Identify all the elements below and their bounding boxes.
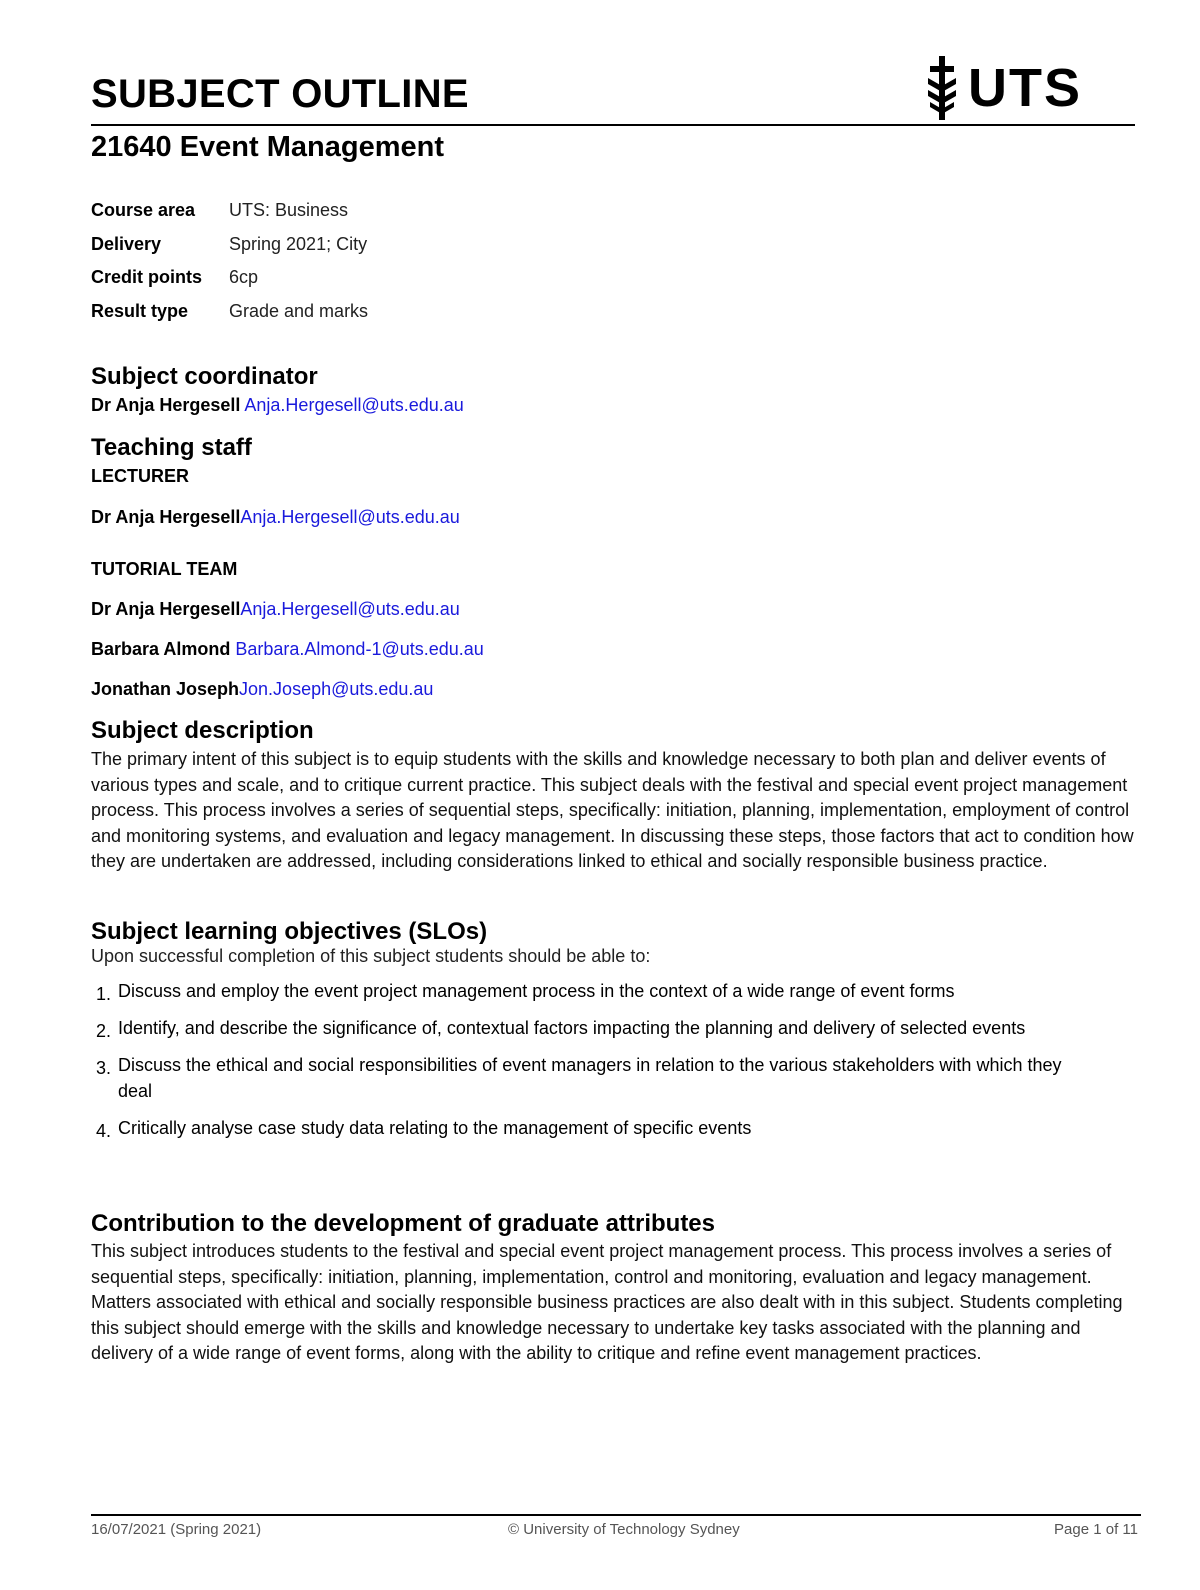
tutor-name: Dr Anja Hergesell [91, 599, 241, 619]
tutor-email-link[interactable]: Anja.Hergesell@uts.edu.au [240, 599, 460, 619]
slo-item [91, 1015, 1091, 1041]
slo-text: Identify, and describe the significance of, contextual factors impacting the planning and delivery of selected events [118, 1018, 1026, 1038]
lecturer-line [91, 505, 460, 529]
meta-key: Result type [91, 300, 189, 321]
slo-number: 2. [96, 1021, 112, 1041]
page-title: SUBJECT OUTLINE [91, 72, 469, 116]
uts-crest-icon [924, 56, 960, 120]
teaching-staff-heading: Teaching staff [91, 434, 252, 461]
coordinator-heading: Subject coordinator [91, 363, 318, 390]
description-heading: Subject description [91, 717, 314, 744]
footer-page-number: Page 1 of 11 [1054, 1521, 1138, 1538]
meta-row [91, 295, 368, 329]
meta-row [91, 228, 368, 262]
meta-value: UTS: Business [229, 200, 349, 221]
graduate-attributes-heading: Contribution to the development of graduate attributes [91, 1210, 715, 1237]
lecturer-name: Dr Anja Hergesell [91, 507, 241, 527]
footer-divider [91, 1514, 1141, 1516]
slo-intro: Upon successful completion of this subject students should be able to: [91, 946, 651, 966]
slo-number: 1. [96, 984, 112, 1004]
subject-meta-table [91, 194, 368, 328]
lecturer-email-link[interactable]: Anja.Hergesell@uts.edu.au [240, 507, 460, 527]
tutor-name: Jonathan Joseph [91, 679, 240, 699]
tutor-line [91, 677, 433, 701]
coordinator-email-link[interactable]: Anja.Hergesell@uts.edu.au [244, 395, 464, 415]
footer-copyright: © University of Technology Sydney [508, 1521, 740, 1538]
description-text: The primary intent of this subject is to equip students with the skills and knowledge necessary to both plan and deliver events of various types and scale, and to critique current practice. This subject deals with the festival and special event project management process. This process involves a series of sequential steps, specifically: initiation, planning, implementation, employment of control and monitoring systems, and evaluation and legacy management. In discussing these steps, those factors that act to condition how they are undertaken are addressed, including considerations linked to ethical and socially responsible business practice. [91, 749, 1134, 871]
tutor-line [91, 597, 460, 621]
coordinator-name: Dr Anja Hergesell [91, 395, 241, 415]
header-divider [91, 124, 1135, 126]
coordinator-line [91, 393, 464, 417]
meta-value: Spring 2021; City [229, 233, 368, 254]
slo-item [91, 978, 1091, 1004]
slo-text: Discuss the ethical and social responsibilities of event managers in relation to the various stakeholders with which they deal [118, 1055, 1062, 1101]
subject-title: 21640 Event Management [91, 131, 444, 163]
tutor-email-link[interactable]: Jon.Joseph@uts.edu.au [239, 679, 434, 699]
slo-item [91, 1052, 1091, 1104]
slo-text: Discuss and employ the event project management process in the context of a wide range of event forms [118, 981, 955, 1001]
tutor-line [91, 637, 484, 661]
meta-value: 6cp [229, 267, 259, 288]
footer-date: 16/07/2021 (Spring 2021) [91, 1521, 262, 1538]
lecturer-label: LECTURER [91, 466, 189, 486]
tutor-name: Barbara Almond [91, 639, 231, 659]
logo-text: UTS [968, 58, 1082, 118]
slo-number: 3. [96, 1058, 112, 1078]
meta-key: Delivery [91, 233, 162, 254]
tutorial-team-label: TUTORIAL TEAM [91, 559, 238, 579]
meta-key: Course area [91, 200, 196, 221]
slo-item [91, 1115, 1091, 1141]
graduate-attributes-text: This subject introduces students to the festival and special event project management process. This process involves a series of sequential steps, specifically: initiation, planning, implementation, control and monitoring, evaluation and legacy management. Matters associated with ethical and socially responsible business practices are also dealt with in this subject. Students completing this subject should emerge with the skills and knowledge necessary to undertake key tasks associated with the planning and delivery of a wide range of event forms, along with the ability to critique and refine event management practices. [91, 1241, 1123, 1363]
meta-key: Credit points [91, 267, 202, 288]
meta-row [91, 261, 368, 295]
meta-value: Grade and marks [229, 300, 369, 321]
slo-number: 4. [96, 1121, 112, 1141]
tutor-email-link[interactable]: Barbara.Almond-1@uts.edu.au [235, 639, 484, 659]
slo-list [91, 978, 1091, 1141]
slo-heading: Subject learning objectives (SLOs) [91, 918, 488, 945]
slo-text: Critically analyse case study data relating to the management of specific events [118, 1118, 752, 1138]
uts-logo [924, 52, 1099, 124]
meta-row [91, 194, 368, 228]
